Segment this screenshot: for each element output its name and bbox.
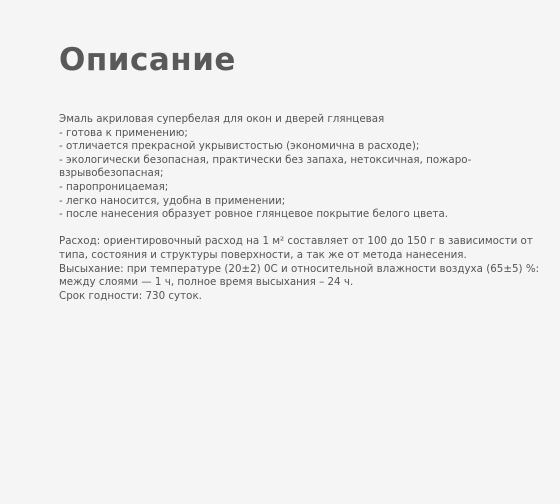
spec-line: типа, состояния и структуры поверхности, а так же от метода нанесения. [59,248,467,261]
description-line: - после нанесения образует ровное глянцевое покрытие белого цвета. [59,208,449,221]
description-content [59,113,540,303]
page-title: Описание [59,42,236,78]
description-block [59,113,529,222]
description-line: - паропроницаемая; [59,180,169,193]
paragraph-gap [59,222,529,236]
description-line: - готова к применению; [59,126,188,139]
spec-line: между слоями — 1 ч, полное время высыхания – 24 ч. [59,276,354,289]
description-line: - отличается прекрасной укрывистостью (экономична в расходе); [59,140,420,153]
description-line: взрывобезопасная; [59,167,164,180]
spec-line: Расход: ориентировочный расход на 1 м² составляет от 100 до 150 г в зависимости от [59,235,533,248]
description-line: - легко наносится, удобна в применении; [59,194,286,207]
description-line: Эмаль акриловая супербелая для окон и дверей глянцевая [59,113,385,125]
spec-line: Срок годности: 730 суток. [59,289,202,302]
spec-line: Высыхание: при температуре (20±2) 0С и относительной влажности воздуха (65±5) %: [59,262,540,275]
description-line: - экологически безопасная, практически без запаха, нетоксичная, пожаро- [59,153,472,166]
specs-block [59,235,540,303]
